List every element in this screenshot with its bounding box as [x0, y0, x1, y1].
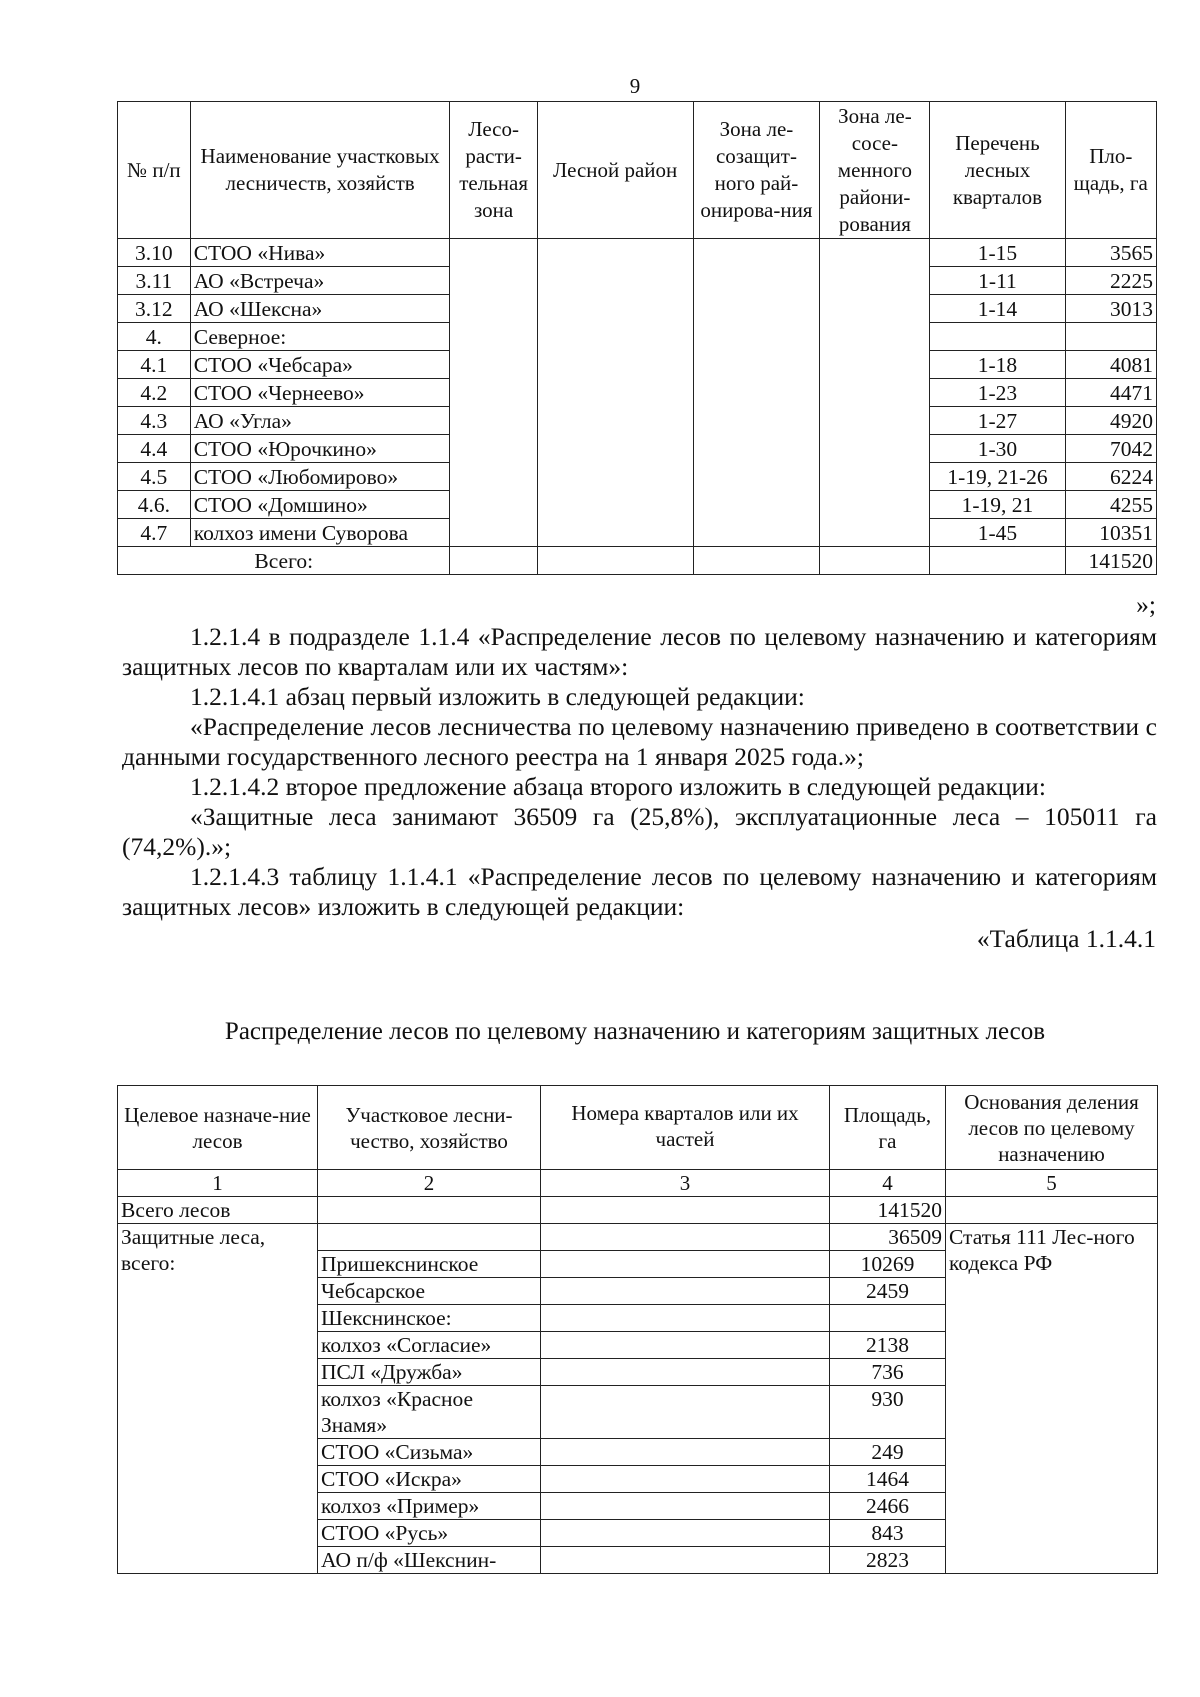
table-cell [820, 463, 930, 491]
table-row [118, 519, 1157, 547]
table-cell [541, 1359, 830, 1386]
row-area [1065, 323, 1156, 351]
column-number: 1 [118, 1170, 318, 1197]
row-number: 4.6. [118, 491, 191, 519]
table-cell [693, 435, 820, 463]
row-name: СТОО «Чебсара» [190, 351, 450, 379]
table-cell [693, 351, 820, 379]
table-cell [693, 519, 820, 547]
header-seed-zone: Зона ле-сосе-менного райони-рования [820, 102, 930, 239]
district-area: 10269 [830, 1251, 946, 1278]
table-cell [537, 323, 693, 351]
forest-purpose-table [117, 1085, 1158, 1574]
table-cell [693, 547, 820, 575]
district-area: 2466 [830, 1493, 946, 1520]
protective-forests-label: Защитные леса, всего: [118, 1224, 318, 1574]
table-cell [537, 407, 693, 435]
row-area: 2225 [1065, 267, 1156, 295]
page-number: 9 [629, 74, 641, 98]
row-name: СТОО «Чернеево» [190, 379, 450, 407]
table-cell [820, 239, 930, 267]
table-cell [820, 547, 930, 575]
table-cell [693, 463, 820, 491]
table-cell [450, 463, 537, 491]
row-area: 7042 [1065, 435, 1156, 463]
district-name: колхоз «Пример» [318, 1493, 541, 1520]
district-name: Пришекснинское [318, 1251, 541, 1278]
header-forest-region: Лесной район [537, 102, 693, 239]
header-protection-zone: Зона ле-созащит-ного рай-онирова-ния [693, 102, 820, 239]
row-area: 3013 [1065, 295, 1156, 323]
row-name: АО «Угла» [190, 407, 450, 435]
table-cell [541, 1224, 830, 1251]
paragraph-3: «Распределение лесов лесничества по целевому назначению приведено в соответствии с данными государственного лесного реестра на 1 января 2025 года.»; [122, 712, 1157, 771]
district-area: 930 [830, 1386, 946, 1439]
district-area [830, 1305, 946, 1332]
row-quarters: 1-23 [930, 379, 1065, 407]
table-row [118, 463, 1157, 491]
table-row [118, 491, 1157, 519]
table-cell [450, 239, 537, 267]
district-area: 2138 [830, 1332, 946, 1359]
row-number: 4.4 [118, 435, 191, 463]
row-area: 4081 [1065, 351, 1156, 379]
row-area: 4471 [1065, 379, 1156, 407]
row-name: АО «Встреча» [190, 267, 450, 295]
table-row [118, 295, 1157, 323]
table-cell [537, 463, 693, 491]
table-cell [450, 435, 537, 463]
district-name: колхоз «Согласие» [318, 1332, 541, 1359]
row-name: СТОО «Любомирово» [190, 463, 450, 491]
district-name: АО п/ф «Шекснин- [318, 1547, 541, 1574]
table-row [118, 239, 1157, 267]
table-cell [450, 295, 537, 323]
table-cell [820, 351, 930, 379]
table-cell [693, 379, 820, 407]
table-cell [537, 379, 693, 407]
district-name: СТОО «Искра» [318, 1466, 541, 1493]
district-area: 2823 [830, 1547, 946, 1574]
table-cell [820, 267, 930, 295]
table-cell [537, 519, 693, 547]
table-cell [693, 267, 820, 295]
column-number: 4 [830, 1170, 946, 1197]
row-quarters: 1-11 [930, 267, 1065, 295]
row-name: АО «Шексна» [190, 295, 450, 323]
row-quarters: 1-19, 21-26 [930, 463, 1065, 491]
district-area: 736 [830, 1359, 946, 1386]
row-number: 3.10 [118, 239, 191, 267]
row-area: 3565 [1065, 239, 1156, 267]
row-area: 4920 [1065, 407, 1156, 435]
column-number: 3 [541, 1170, 830, 1197]
table-cell [693, 295, 820, 323]
column-number: 5 [946, 1170, 1158, 1197]
row-number: 3.12 [118, 295, 191, 323]
row-quarters [930, 323, 1065, 351]
table-cell [541, 1386, 830, 1439]
table-cell [820, 295, 930, 323]
district-name: Шекснинское: [318, 1305, 541, 1332]
paragraph-6: 1.2.1.4.3 таблицу 1.1.4.1 «Распределение лесов по целевому назначению и категориям защитных лесов» изложить в следующей редакции: [122, 862, 1157, 921]
table-cell [450, 491, 537, 519]
table-cell [450, 519, 537, 547]
row-area: 4255 [1065, 491, 1156, 519]
row-quarters: 1-45 [930, 519, 1065, 547]
row-name: СТОО «Домшино» [190, 491, 450, 519]
table-cell [450, 323, 537, 351]
table-cell [820, 491, 930, 519]
table-cell [318, 1197, 541, 1224]
district-name: Чебсарское [318, 1278, 541, 1305]
header-area: Пло-щадь, га [1065, 102, 1156, 239]
table-row [118, 435, 1157, 463]
table-cell [450, 379, 537, 407]
table-cell [541, 1493, 830, 1520]
district-name: СТОО «Русь» [318, 1520, 541, 1547]
table-cell [541, 1305, 830, 1332]
row-quarters: 1-19, 21 [930, 491, 1065, 519]
table-cell [537, 491, 693, 519]
row-number: 4.2 [118, 379, 191, 407]
district-name: СТОО «Сизьма» [318, 1439, 541, 1466]
row-number: 4. [118, 323, 191, 351]
row-number: 3.11 [118, 267, 191, 295]
row-number: 4.3 [118, 407, 191, 435]
table-cell [693, 407, 820, 435]
table-row [118, 379, 1157, 407]
table-row [118, 267, 1157, 295]
header-number: № п/п [118, 102, 191, 239]
row-quarters: 1-27 [930, 407, 1065, 435]
column-number: 2 [318, 1170, 541, 1197]
table-cell [541, 1278, 830, 1305]
table1-total-label: Всего: [118, 547, 450, 575]
row-quarters: 1-14 [930, 295, 1065, 323]
table-row [118, 323, 1157, 351]
table-cell [541, 1332, 830, 1359]
row-name: колхоз имени Суворова [190, 519, 450, 547]
table-cell [541, 1197, 830, 1224]
table-cell [537, 547, 693, 575]
table1-total-area: 141520 [1065, 547, 1156, 575]
row-name: Северное: [190, 323, 450, 351]
table-cell [946, 1197, 1158, 1224]
table-cell [930, 547, 1065, 575]
header-basis: Основания деления лесов по целевому назначению [946, 1086, 1158, 1170]
row-quarters: 1-18 [930, 351, 1065, 379]
row-area: 6224 [1065, 463, 1156, 491]
table-cell [537, 435, 693, 463]
table-cell [537, 239, 693, 267]
row-number: 4.1 [118, 351, 191, 379]
table-cell [450, 407, 537, 435]
table-cell [541, 1520, 830, 1547]
district-area: 843 [830, 1520, 946, 1547]
table-cell [693, 323, 820, 351]
row-name: СТОО «Нива» [190, 239, 450, 267]
table-cell [450, 351, 537, 379]
table-cell [820, 379, 930, 407]
paragraph-5: «Защитные леса занимают 36509 га (25,8%), эксплуатационные леса – 105011 га (74,2%).»; [122, 802, 1157, 861]
header-name: Наименование участковых лесничеств, хозяйств [190, 102, 450, 239]
forest-districts-table [117, 101, 1157, 575]
paragraph-2: 1.2.1.4.1 абзац первый изложить в следующей редакции: [190, 682, 805, 711]
row-quarters: 1-30 [930, 435, 1065, 463]
row-number: 4.7 [118, 519, 191, 547]
district-name: ПСЛ «Дружба» [318, 1359, 541, 1386]
header-district: Участковое лесни-чество, хозяйство [318, 1086, 541, 1170]
table-cell [541, 1466, 830, 1493]
district-area: 249 [830, 1439, 946, 1466]
table-cell [541, 1439, 830, 1466]
table-cell [693, 491, 820, 519]
total-forests-area: 141520 [830, 1197, 946, 1224]
table-cell [318, 1224, 541, 1251]
header-purpose: Целевое назначе-ние лесов [118, 1086, 318, 1170]
paragraph-4: 1.2.1.4.2 второе предложение абзаца второго изложить в следующей редакции: [190, 772, 1046, 801]
header-quarters: Перечень лесных кварталов [930, 102, 1065, 239]
total-forests-label: Всего лесов [118, 1197, 318, 1224]
row-area: 10351 [1065, 519, 1156, 547]
district-area: 2459 [830, 1278, 946, 1305]
row-number: 4.5 [118, 463, 191, 491]
table-cell [820, 407, 930, 435]
table-cell [541, 1251, 830, 1278]
table-row [118, 351, 1157, 379]
district-name: колхоз «Красное Знамя» [318, 1386, 541, 1439]
table-cell [537, 267, 693, 295]
header-quarter-numbers: Номера кварталов или их частей [541, 1086, 830, 1170]
protective-forests-area: 36509 [830, 1224, 946, 1251]
table-row [118, 407, 1157, 435]
table-cell [820, 323, 930, 351]
table-reference: «Таблица 1.1.4.1 [976, 924, 1156, 953]
header-area: Площадь, га [830, 1086, 946, 1170]
table-cell [541, 1547, 830, 1574]
basis-text: Статья 111 Лес-ного кодекса РФ [946, 1224, 1158, 1574]
table-cell [820, 435, 930, 463]
row-name: СТОО «Юрочкино» [190, 435, 450, 463]
table-cell [537, 295, 693, 323]
row-quarters: 1-15 [930, 239, 1065, 267]
closing-quote: »; [1136, 590, 1156, 619]
table-cell [450, 267, 537, 295]
table2-title: Распределение лесов по целевому назначению и категориям защитных лесов [224, 1018, 1046, 1045]
district-area: 1464 [830, 1466, 946, 1493]
table-cell [820, 519, 930, 547]
table-cell [537, 351, 693, 379]
header-vegetation-zone: Лесо-расти-тельная зона [450, 102, 537, 239]
paragraph-1: 1.2.1.4 в подразделе 1.1.4 «Распределение лесов по целевому назначению и категориям защитных лесов по кварталам или их частям»: [122, 622, 1157, 681]
table-cell [450, 547, 537, 575]
table-cell [693, 239, 820, 267]
